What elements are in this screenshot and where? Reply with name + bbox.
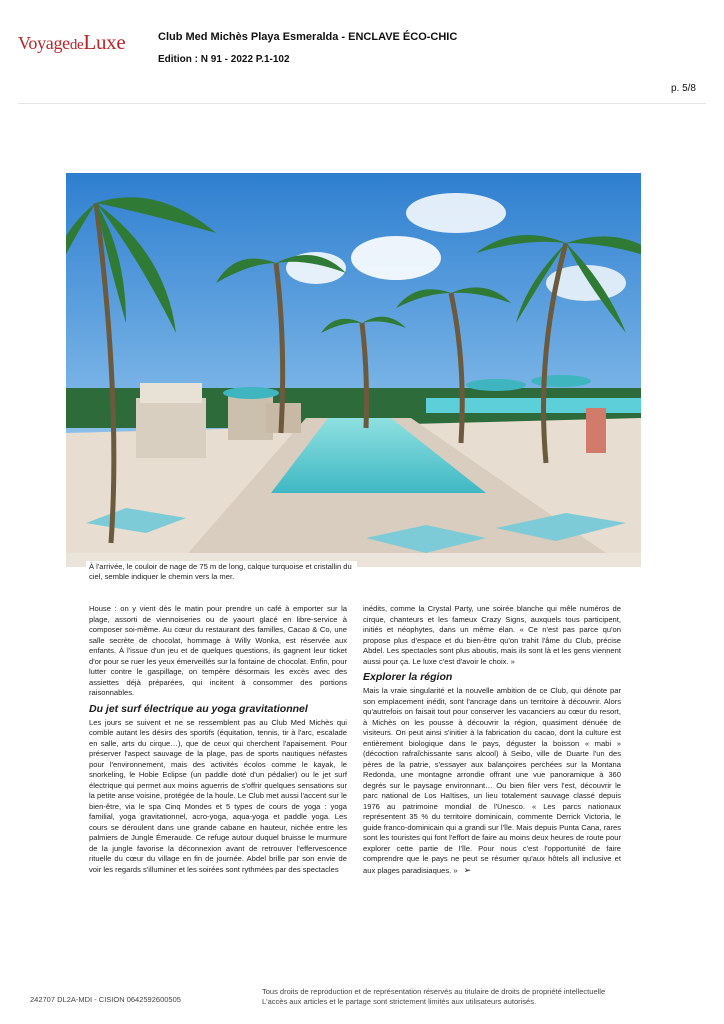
end-arrow-icon: ➢ (463, 864, 472, 875)
page-number: p. 5/8 (670, 83, 696, 94)
paragraph-intro: House : on y vient dès le matin pour prendre un café à emporter sur la plage, assorti de viennoiseries ou de yaourt glacé en libre-service à composer soi-même. Au cœur du restaurant des familles, Cacao & Co, une salle secrète de chocolat, hommage à Willy Wonka, est réservée aux enfants. À l'issue d'un jeu et de quelques questions, ils gagnent leur ticket d'or pour se ruer les yeux émerveillés sur la fontaine de chocolat. Enfin, pour lutter contre le gaspillage, on tempère désormais les excès avec des assiettes déjà préparées, qui incitent à consommer des portions raisonnables. (89, 604, 347, 697)
legal-notice: Tous droits de reproduction et de représentation réservés au titulaire de droits de propriété intellectuelle L'accès aux articles et le partage sont strictement limités aux utilisateurs autorisés. (262, 987, 606, 1006)
paragraph-region: Mais la vraie singularité et la nouvelle ambition de ce Club, qui dénote par son emplacement inédit, sont l'ancrage dans un territoire à découvrir. Alors qu'autrefois on faisait tout pour conserver les vacanciers au cœur du resort, à Michès on les pousse à découvrir la région, quasiment dénuée de visiteurs. On peut ainsi s'initier à la fabrication du cacao, dont la culture est entièrement biologique dans le pays, déguster la boisson « mabi » (décoction rafraîchissante sans alcool) à Seibo, ville de Duarte l'un des pères de la patrie, s'essayer aux balançoires perchées sur la Montana Redonda, une montagne arrondie offrant une vue panoramique à 360 degrés sur le paysage environnant… Ou bien filer vers l'est, découvrir le parc national de Los Haïtises, un lieu totalement sauvage classé depuis 1976 au patrimoine mondial de l'Unesco. « Les parcs nationaux représentent 35 % du territoire dominicain, commente Derrick Victoria, le guide franco-dominicain qui a grandi sur l'île. Mais depuis Punta Cana, rares sont les touristes qui font l'effort de faire au moins deux heures de route pour explorer cette partie de l'île. Pour nous c'est l'opportunité de faire comprendre que le pays ne peut se résumer qu'aux hôtels all inclusive et aux plages paradisiaques. » ➢ (363, 686, 621, 875)
article-column-right (363, 604, 621, 876)
section-heading-activities: Du jet surf électrique au yoga gravitationnel (89, 702, 308, 715)
article-column-left (89, 604, 347, 875)
publication-logo: VoyagedeLuxe (18, 30, 126, 54)
paragraph-activities: Les jours se suivent et ne se ressemblent pas au Club Med Michès qui comble autant les désirs des sportifs (équitation, tennis, tir à l'arc, escalade en salle, arts du cirque…), que de ceux qui cherchent l'apaisement. Pour préserver l'aspect sauvage de la plage, pas de sports nautiques néfastes pour l'environnement, mais des activités écolos comme le kayak, le snorkeling, le Hobie Eclipse (un paddle doté d'un pédalier) ou le jet surf électrique qui permet aux moins aguerris de s'offrir quelques sensations sur la petite anse voisine, protégée de la houle. Le Club met aussi l'accent sur le bien-être, via le spa Cinq Mondes et 5 types de cours de yoga : yoga familial, yoga gravitationnel, acro-yoga, aqua-yoga et paddle yoga. Les cours se déroulent dans une grande cabane en hauteur, nichée entre les palmiers de Jungle Émeraude. Ce refuge autour duquel bruisse le murmure de la jungle favorise la déconnexion avant de retrouver l'effervescence rituelle du cœur du village en fin de journée. Abdel brille par son envie de voir les regards s'illuminer et les soirées sont rythmées par des spectacles (89, 717, 347, 874)
photo-caption: À l'arrivée, le couloir de nage de 75 m de long, calque turquoise et cristallin du ciel, semble indiquer le chemin vers la mer. (86, 561, 357, 583)
article-title: Club Med Michès Playa Esmeralda - ENCLAVE ÉCO-CHIC (158, 31, 458, 43)
document-id: 242707 DL2A-MDI - CISION 0642592600505 (30, 995, 181, 1004)
paragraph-shows: inédits, comme la Crystal Party, une soirée blanche qui mêle numéros de cirque, chanteurs et les fameux Crazy Signs, auxquels tous participent, initiés et néophytes, dans un même élan. « Ce n'est pas parce qu'on propose plus d'espace et du bien-être qu'on trahit l'âme du Club, précise Abdel. Les spectacles sont plus aboutis, mais ils sont là et les gens viennent aussi pour ça. Le luxe c'est d'avoir le choix. » (363, 604, 621, 666)
section-heading-region: Explorer la région (363, 671, 453, 683)
header-divider (18, 103, 706, 104)
resort-pool-photo (66, 173, 641, 567)
edition-info: Edition : N 91 - 2022 P.1-102 (158, 54, 290, 65)
